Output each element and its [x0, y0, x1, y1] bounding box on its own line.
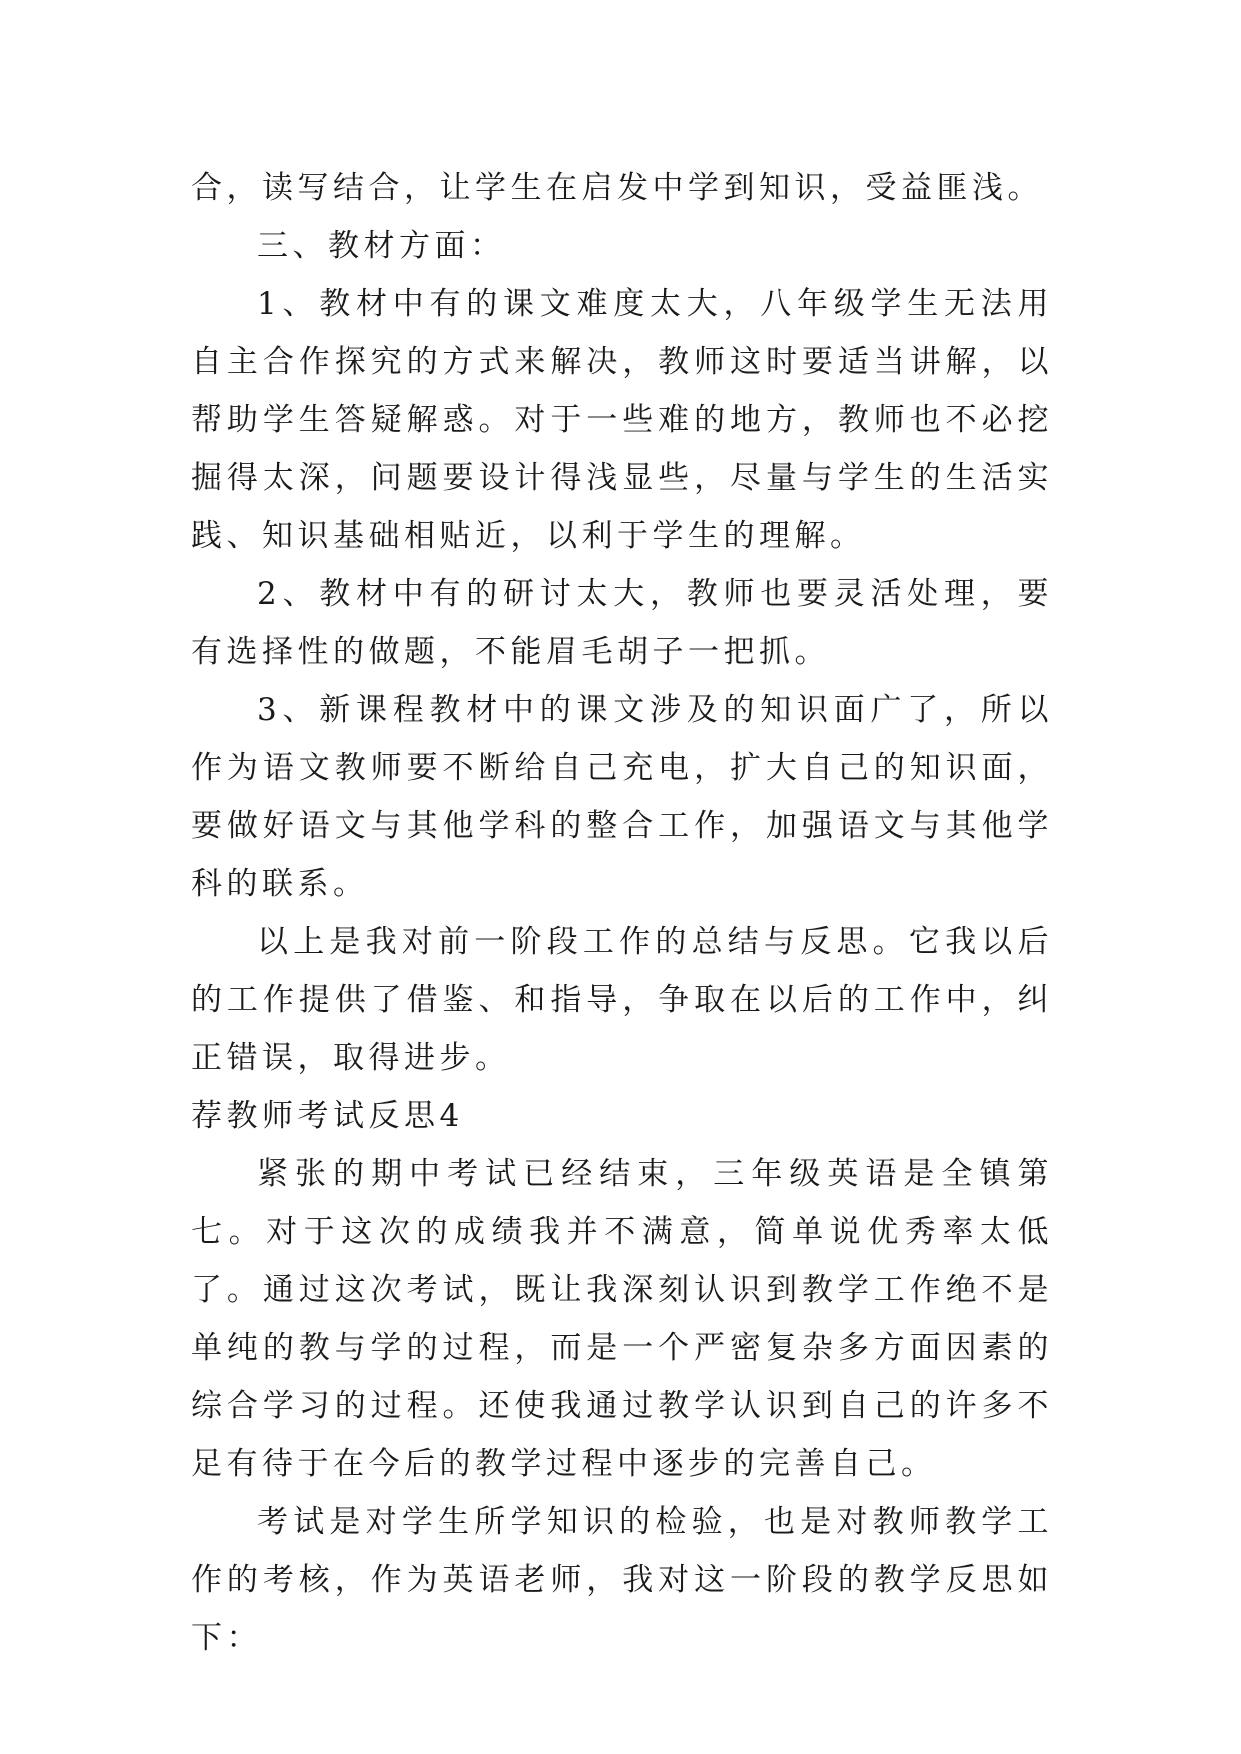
section-heading-textbook: 三、教材方面： — [257, 228, 506, 264]
paragraph-item-1: 1、教材中有的课文难度太大，八年级学生无法用自主合作探究的方式来解决，教师这时要适当讲解，以帮助学生答疑解惑。对于一些难的地方，教师也不必挖掘得太深，问题要设计得浅显些，尽量与学生的生活实践、知识基础相贴近，以利于学生的理解。 — [191, 286, 1053, 554]
paragraph-exam-reflection: 考试是对学生所学知识的检验，也是对教师教学工作的考核，作为英语老师，我对这一阶段的教学反思如下： — [191, 1504, 1053, 1656]
paragraph-item-3: 3、新课程教材中的课文涉及的知识面广了，所以作为语文教师要不断给自己充电，扩大自己的知识面，要做好语文与其他学科的整合工作，加强语文与其他学科的联系。 — [191, 692, 1053, 902]
paragraph-continuation: 合，读写结合，让学生在启发中学到知识，受益匪浅。 — [191, 170, 1043, 206]
paragraph-summary: 以上是我对前一阶段工作的总结与反思。它我以后的工作提供了借鉴、和指导，争取在以后的工作中，纠正错误，取得进步。 — [191, 924, 1053, 1076]
paragraph-item-2: 2、教材中有的研讨太大，教师也要灵活处理，要有选择性的做题，不能眉毛胡子一把抓。 — [191, 576, 1053, 670]
document-body — [191, 159, 1053, 1667]
article-title: 荐教师考试反思4 — [191, 1098, 464, 1134]
paragraph-exam-intro: 紧张的期中考试已经结束，三年级英语是全镇第七。对于这次的成绩我并不满意，简单说优秀率太低了。通过这次考试，既让我深刻认识到教学工作绝不是单纯的教与学的过程，而是一个严密复杂多方面因素的综合学习的过程。还使我通过教学认识到自己的许多不足有待于在今后的教学过程中逐步的完善自己。 — [191, 1156, 1053, 1482]
